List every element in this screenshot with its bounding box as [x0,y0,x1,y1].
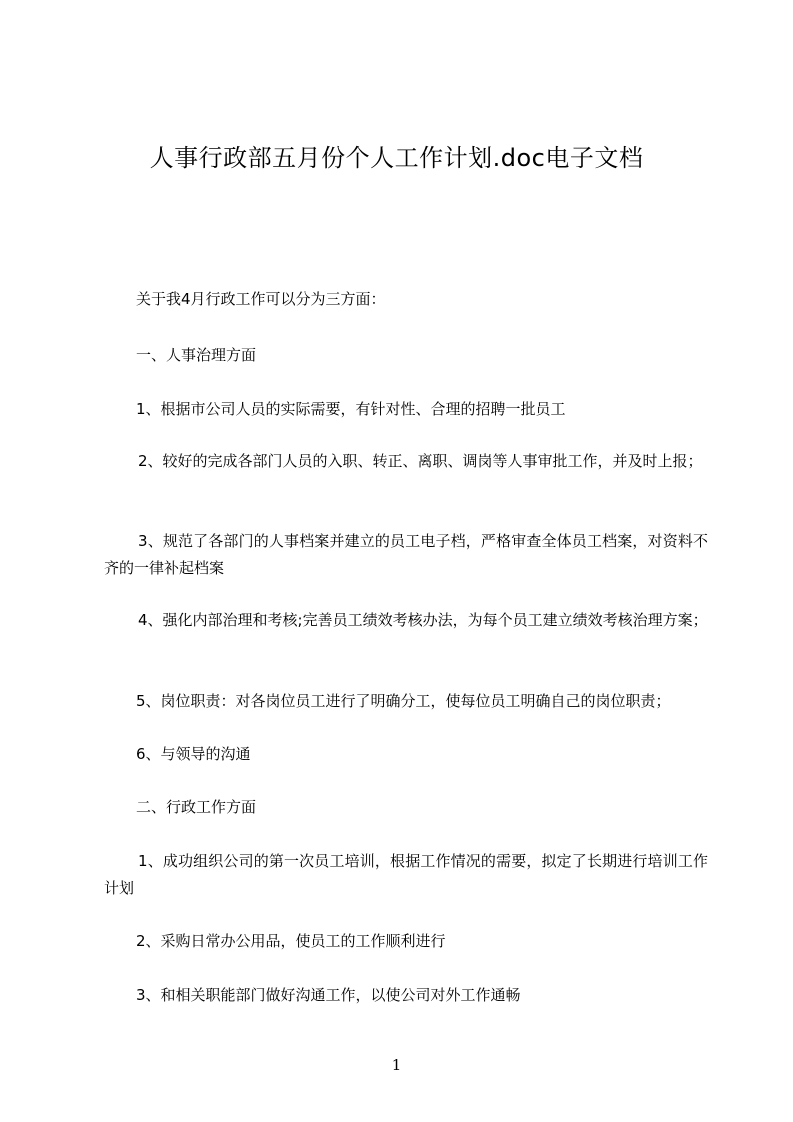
paragraph-item: 3、规范了各部门的人事档案并建立的员工电子档，严格审查全体员工档案，对资料不齐的一律补起档案 [104,532,708,577]
document-title: 人事行政部五月份个人工作计划.doc电子文档 [149,144,644,172]
paragraph-item: 5、岗位职责：对各岗位员工进行了明确分工，使每位员工明确自己的岗位职责； [136,692,671,710]
paragraph-item: 1、根据市公司人员的实际需要，有针对性、合理的招聘一批员工 [136,400,566,418]
paragraph-item: 4、强化内部治理和考核;完善员工绩效考核办法，为每个员工建立绩效考核治理方案； [138,611,708,629]
paragraph-item: 1、成功组织公司的第一次员工培训，根据工作情况的需要，拟定了长期进行培训工作计划 [104,852,708,897]
paragraph-item: 6、与领导的沟通 [136,745,251,763]
paragraph-item: 2、较好的完成各部门人员的入职、转正、离职、调岗等人事审批工作，并及时上报； [138,452,703,470]
section-heading-admin: 二、行政工作方面 [136,798,257,816]
section-heading-personnel: 一、人事治理方面 [136,346,257,364]
paragraph-intro: 关于我4月行政工作可以分为三方面： [136,290,386,308]
paragraph-item: 2、采购日常办公用品，使员工的工作顺利进行 [136,932,446,950]
paragraph-item: 3、和相关职能部门做好沟通工作，以使公司对外工作通畅 [136,986,521,1004]
page-number: 1 [391,1056,402,1074]
